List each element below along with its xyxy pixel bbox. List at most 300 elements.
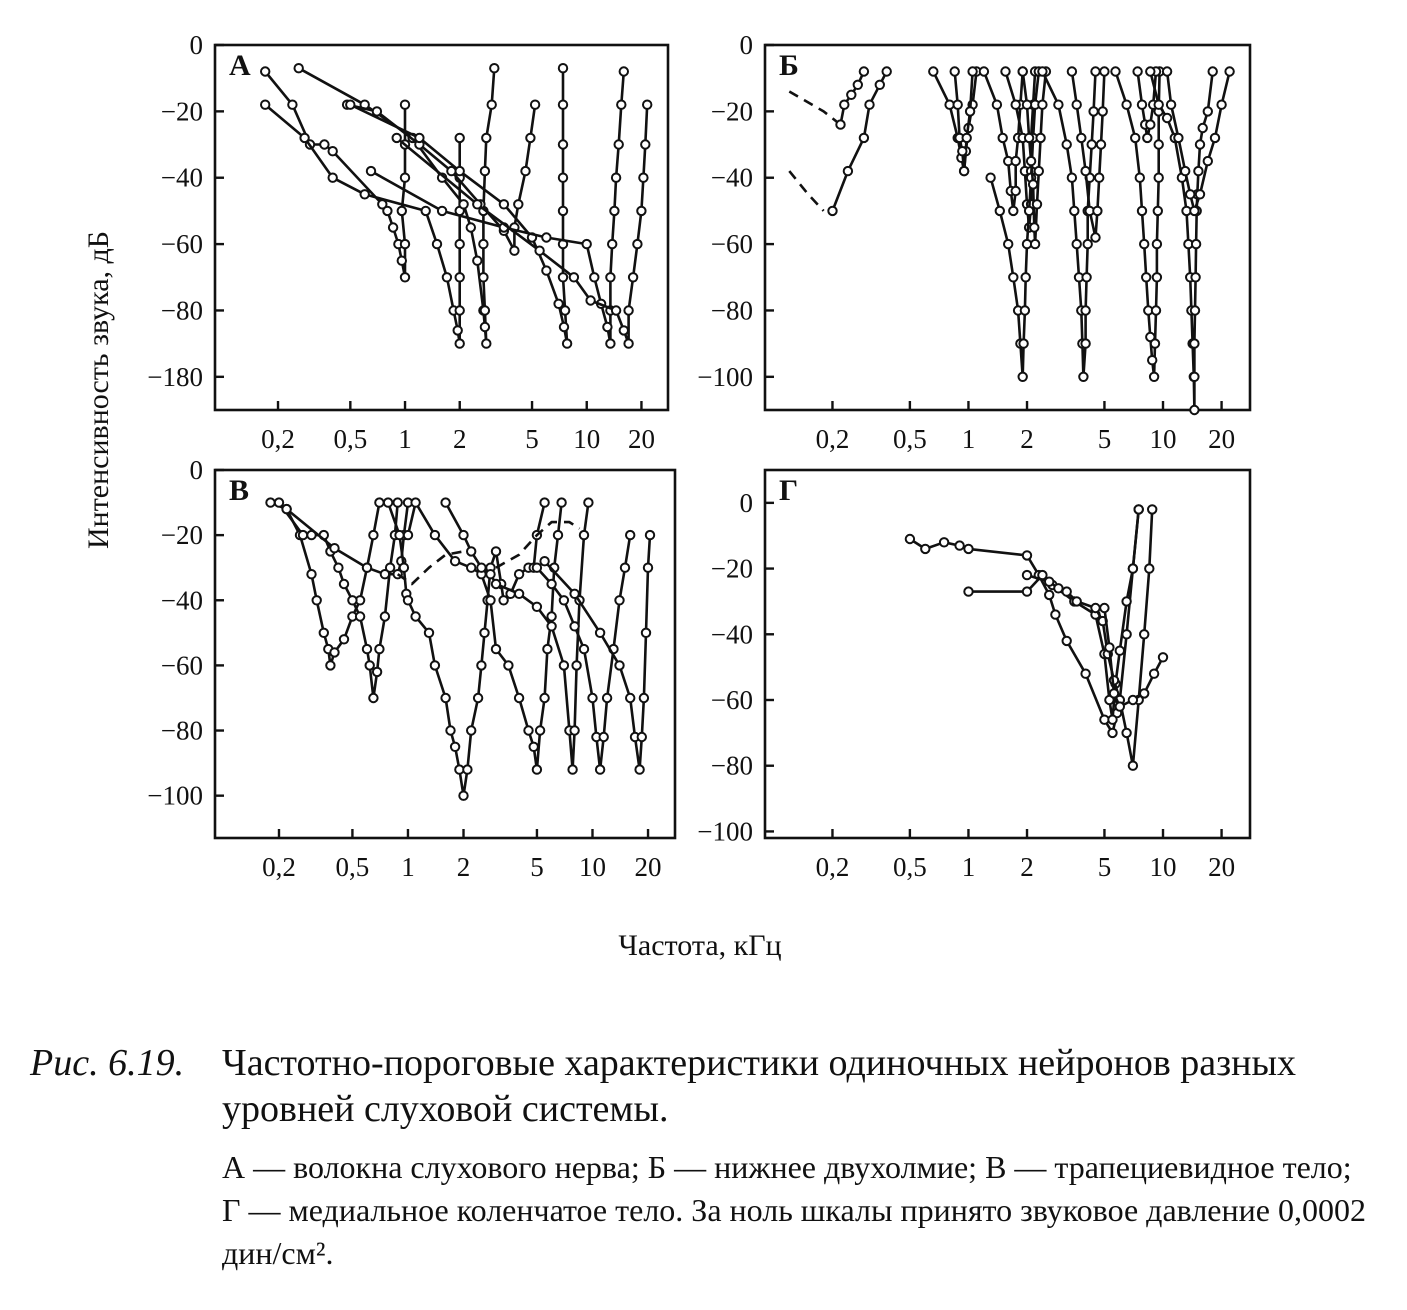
data-point xyxy=(1133,67,1141,75)
data-point xyxy=(559,140,567,148)
data-point xyxy=(326,661,334,669)
x-tick-label: 2 xyxy=(1020,852,1034,882)
x-tick-label: 20 xyxy=(1208,424,1236,454)
data-point xyxy=(1093,207,1101,215)
data-point xyxy=(1019,339,1027,347)
series-line-B9 xyxy=(1042,72,1095,377)
data-point xyxy=(559,273,567,281)
data-point xyxy=(1068,67,1076,75)
data-point xyxy=(1079,373,1087,381)
data-point xyxy=(540,694,548,702)
data-point xyxy=(561,306,569,314)
figure-caption xyxy=(30,1040,1370,1275)
data-point xyxy=(394,498,402,506)
data-point xyxy=(533,564,541,572)
data-point xyxy=(560,661,568,669)
data-point xyxy=(1073,101,1081,109)
data-point xyxy=(1140,240,1148,248)
data-point xyxy=(1054,584,1062,592)
data-point xyxy=(477,661,485,669)
data-point xyxy=(624,339,632,347)
y-tick-label: −40 xyxy=(710,162,753,193)
data-point xyxy=(535,247,543,255)
data-point xyxy=(369,694,377,702)
y-tick-label: 0 xyxy=(739,30,753,60)
data-point xyxy=(1081,670,1089,678)
x-tick-label: 0,2 xyxy=(261,424,295,454)
data-point xyxy=(641,140,649,148)
x-tick-label: 10 xyxy=(1149,424,1177,454)
x-tick-label: 0,5 xyxy=(893,852,927,882)
data-point xyxy=(456,273,464,281)
data-point xyxy=(425,629,433,637)
data-point xyxy=(603,323,611,331)
data-point xyxy=(828,207,836,215)
series-line-B-d2 xyxy=(789,171,823,211)
data-point xyxy=(606,273,614,281)
data-point xyxy=(510,247,518,255)
data-point xyxy=(960,167,968,175)
data-point xyxy=(1051,610,1059,618)
data-point xyxy=(480,629,488,637)
data-point xyxy=(1021,273,1029,281)
data-point xyxy=(1095,174,1103,182)
data-point xyxy=(596,765,604,773)
data-point xyxy=(860,67,868,75)
data-point xyxy=(836,120,844,128)
data-point xyxy=(393,134,401,142)
data-point xyxy=(1150,670,1158,678)
data-point xyxy=(320,140,328,148)
data-point xyxy=(876,81,884,89)
data-point xyxy=(473,257,481,265)
data-point xyxy=(474,694,482,702)
data-point xyxy=(504,661,512,669)
data-point xyxy=(1163,114,1171,122)
data-point xyxy=(1190,339,1198,347)
data-point xyxy=(481,306,489,314)
data-point xyxy=(1152,306,1160,314)
data-point xyxy=(1091,67,1099,75)
data-point xyxy=(1068,174,1076,182)
panel-b xyxy=(697,30,1250,454)
data-point xyxy=(643,101,651,109)
y-tick-label: −100 xyxy=(697,816,753,847)
data-point xyxy=(570,590,578,598)
data-point xyxy=(467,223,475,231)
x-tick-label: 1 xyxy=(401,852,415,882)
data-point xyxy=(1204,107,1212,115)
data-point xyxy=(398,207,406,215)
data-point xyxy=(633,240,641,248)
data-point xyxy=(533,765,541,773)
data-point xyxy=(570,726,578,734)
data-point xyxy=(1081,167,1089,175)
data-point xyxy=(1081,306,1089,314)
data-point xyxy=(313,596,321,604)
data-point xyxy=(1142,273,1150,281)
data-point xyxy=(329,174,337,182)
data-point xyxy=(1154,207,1162,215)
x-tick-label: 5 xyxy=(1097,424,1112,454)
data-point xyxy=(906,535,914,543)
data-point xyxy=(446,726,454,734)
data-point xyxy=(307,570,315,578)
data-point xyxy=(1153,273,1161,281)
data-point xyxy=(1190,373,1198,381)
x-tick-label: 20 xyxy=(627,424,655,454)
data-point xyxy=(964,587,972,595)
data-point xyxy=(1140,689,1148,697)
data-point xyxy=(1204,157,1212,165)
data-point xyxy=(1012,187,1020,195)
data-point xyxy=(1023,551,1031,559)
data-point xyxy=(1033,200,1041,208)
data-point xyxy=(963,134,971,142)
data-point xyxy=(638,733,646,741)
data-point xyxy=(1122,729,1130,737)
data-point xyxy=(395,531,403,539)
data-point xyxy=(1025,134,1033,142)
data-point xyxy=(451,743,459,751)
data-point xyxy=(570,622,578,630)
data-point xyxy=(603,694,611,702)
data-point xyxy=(1136,174,1144,182)
data-point xyxy=(401,273,409,281)
data-point xyxy=(1148,356,1156,364)
data-point xyxy=(492,580,500,588)
x-tick-label: 0,2 xyxy=(815,424,850,454)
data-point xyxy=(1174,134,1182,142)
data-point xyxy=(373,668,381,676)
data-point xyxy=(329,147,337,155)
data-point xyxy=(1001,67,1009,75)
data-point xyxy=(482,134,490,142)
data-point xyxy=(1148,505,1156,513)
data-point xyxy=(1131,134,1139,142)
x-tick-label: 0,2 xyxy=(262,852,296,882)
data-point xyxy=(1196,140,1204,148)
data-point xyxy=(1054,101,1062,109)
data-point xyxy=(1105,643,1113,651)
data-point xyxy=(433,240,441,248)
caption-number: Рис. 6.19. xyxy=(30,1042,185,1084)
data-point xyxy=(590,273,598,281)
data-point xyxy=(547,622,555,630)
data-point xyxy=(1012,101,1020,109)
data-point xyxy=(499,596,507,604)
y-tick-label: −20 xyxy=(710,96,753,127)
data-point xyxy=(1150,373,1158,381)
data-point xyxy=(463,765,471,773)
data-point xyxy=(637,207,645,215)
data-point xyxy=(1025,207,1033,215)
data-point xyxy=(431,531,439,539)
data-point xyxy=(854,81,862,89)
data-point xyxy=(865,101,873,109)
data-point xyxy=(1159,653,1167,661)
data-point xyxy=(1084,240,1092,248)
data-point xyxy=(580,531,588,539)
data-point xyxy=(486,596,494,604)
x-tick-label: 10 xyxy=(578,852,606,882)
series-line-B-d1 xyxy=(789,92,840,125)
data-point xyxy=(526,134,534,142)
series-line-G3 xyxy=(1027,509,1152,765)
data-point xyxy=(1029,180,1037,188)
data-point xyxy=(1019,373,1027,381)
data-point xyxy=(847,91,855,99)
data-point xyxy=(563,339,571,347)
data-point xyxy=(1155,140,1163,148)
data-point xyxy=(860,134,868,142)
data-point xyxy=(467,547,475,555)
y-tick-label: −60 xyxy=(160,650,203,681)
data-point xyxy=(1063,587,1071,595)
data-point xyxy=(1019,67,1027,75)
x-tick-label: 1 xyxy=(398,424,412,454)
data-point xyxy=(381,570,389,578)
data-point xyxy=(363,645,371,653)
data-point xyxy=(606,339,614,347)
data-point xyxy=(1073,240,1081,248)
x-tick-label: 1 xyxy=(961,852,976,882)
data-point xyxy=(1045,578,1053,586)
data-point xyxy=(1023,101,1031,109)
x-tick-label: 10 xyxy=(573,424,601,454)
data-point xyxy=(929,67,937,75)
data-point xyxy=(482,339,490,347)
data-point xyxy=(275,498,283,506)
data-point xyxy=(1211,134,1219,142)
panel-v xyxy=(147,455,675,882)
data-point xyxy=(639,174,647,182)
data-point xyxy=(1146,67,1154,75)
data-point xyxy=(521,167,529,175)
y-tick-label: −40 xyxy=(160,585,203,616)
data-point xyxy=(1190,207,1198,215)
y-tick-label: −60 xyxy=(710,685,753,715)
data-point xyxy=(261,67,269,75)
data-point xyxy=(369,531,377,539)
data-point xyxy=(1146,120,1154,128)
data-point xyxy=(1217,101,1225,109)
data-point xyxy=(375,498,383,506)
y-tick-label: −100 xyxy=(147,780,203,811)
data-point xyxy=(986,174,994,182)
data-point xyxy=(621,564,629,572)
caption-main xyxy=(30,1040,1370,1132)
x-tick-label: 1 xyxy=(961,424,976,454)
data-point xyxy=(401,240,409,248)
data-point xyxy=(1108,716,1116,724)
data-point xyxy=(996,207,1004,215)
y-tick-label: 0 xyxy=(189,30,203,60)
data-point xyxy=(1155,174,1163,182)
data-point xyxy=(968,67,976,75)
data-point xyxy=(1110,689,1118,697)
data-point xyxy=(1122,101,1130,109)
data-point xyxy=(980,67,988,75)
y-tick-label: −180 xyxy=(147,361,203,392)
data-point xyxy=(958,147,966,155)
data-point xyxy=(586,296,594,304)
data-point xyxy=(629,273,637,281)
data-point xyxy=(1021,306,1029,314)
data-point xyxy=(1209,67,1217,75)
data-point xyxy=(533,603,541,611)
data-point xyxy=(1190,406,1198,414)
data-point xyxy=(514,200,522,208)
data-point xyxy=(557,498,565,506)
data-point xyxy=(1129,696,1137,704)
data-point xyxy=(411,612,419,620)
panel-g-label: Г xyxy=(779,474,799,507)
data-point xyxy=(431,661,439,669)
data-point xyxy=(1199,124,1207,132)
data-point xyxy=(1063,140,1071,148)
series-line-V5 xyxy=(388,503,544,796)
data-point xyxy=(1023,587,1031,595)
data-point xyxy=(1191,273,1199,281)
series-line-V1 xyxy=(271,503,380,666)
data-point xyxy=(1077,134,1085,142)
caption-title: Частотно-пороговые характеристики одиночных нейронов разных уровней слуховой системы. xyxy=(222,1042,1297,1130)
data-point xyxy=(624,306,632,314)
data-point xyxy=(1023,571,1031,579)
y-tick-label: −40 xyxy=(160,162,203,193)
data-point xyxy=(334,564,342,572)
data-point xyxy=(620,326,628,334)
data-point xyxy=(400,564,408,572)
data-point xyxy=(612,174,620,182)
data-point xyxy=(479,273,487,281)
data-point xyxy=(401,101,409,109)
data-point xyxy=(615,140,623,148)
y-tick-label: −20 xyxy=(160,96,203,127)
data-point xyxy=(1145,564,1153,572)
data-point xyxy=(348,596,356,604)
panel-v-label: В xyxy=(229,474,250,507)
data-point xyxy=(411,498,419,506)
data-point xyxy=(542,266,550,274)
data-point xyxy=(559,101,567,109)
data-point xyxy=(1122,597,1130,605)
y-tick-label: −100 xyxy=(697,361,753,392)
y-tick-label: −60 xyxy=(710,229,753,260)
data-point xyxy=(340,635,348,643)
data-point xyxy=(456,339,464,347)
x-tick-label: 5 xyxy=(525,424,539,454)
data-point xyxy=(1035,167,1043,175)
data-point xyxy=(404,531,412,539)
data-point xyxy=(1192,240,1200,248)
data-point xyxy=(456,240,464,248)
data-point xyxy=(966,107,974,115)
data-point xyxy=(492,547,500,555)
data-point xyxy=(288,101,296,109)
data-point xyxy=(580,645,588,653)
data-point xyxy=(1129,564,1137,572)
data-point xyxy=(1073,597,1081,605)
data-point xyxy=(367,167,375,175)
data-point xyxy=(524,726,532,734)
data-point xyxy=(320,629,328,637)
data-point xyxy=(626,694,634,702)
data-point xyxy=(486,570,494,578)
data-point xyxy=(840,101,848,109)
data-point xyxy=(1031,240,1039,248)
data-point xyxy=(490,64,498,72)
x-tick-label: 0,2 xyxy=(815,852,850,882)
data-point xyxy=(540,498,548,506)
data-point xyxy=(1151,339,1159,347)
y-tick-label: −60 xyxy=(160,229,203,260)
data-point xyxy=(340,580,348,588)
data-point xyxy=(1100,67,1108,75)
x-tick-label: 5 xyxy=(530,852,544,882)
data-point xyxy=(459,200,467,208)
data-point xyxy=(1063,637,1071,645)
data-point xyxy=(1225,67,1233,75)
data-point xyxy=(261,101,269,109)
data-point xyxy=(559,64,567,72)
y-tick-label: −80 xyxy=(710,750,753,781)
y-tick-label: −80 xyxy=(160,295,203,326)
data-point xyxy=(1116,647,1124,655)
data-point xyxy=(467,564,475,572)
data-point xyxy=(383,207,391,215)
data-point xyxy=(542,233,550,241)
data-point xyxy=(481,167,489,175)
data-point xyxy=(635,765,643,773)
data-point xyxy=(1089,107,1097,115)
data-point xyxy=(1027,157,1035,165)
data-point xyxy=(955,541,963,549)
data-point xyxy=(456,306,464,314)
data-point xyxy=(844,167,852,175)
data-point xyxy=(1036,134,1044,142)
data-point xyxy=(500,200,508,208)
data-point xyxy=(615,596,623,604)
x-tick-label: 20 xyxy=(1208,852,1236,882)
data-point xyxy=(626,531,634,539)
data-point xyxy=(373,107,381,115)
data-point xyxy=(346,101,354,109)
data-point xyxy=(1081,339,1089,347)
data-point xyxy=(964,545,972,553)
data-point xyxy=(883,67,891,75)
data-point xyxy=(1045,591,1053,599)
data-point xyxy=(1038,67,1046,75)
data-point xyxy=(473,200,481,208)
data-point xyxy=(1138,207,1146,215)
panel-b-label: Б xyxy=(779,49,799,82)
data-point xyxy=(1097,140,1105,148)
data-point xyxy=(404,596,412,604)
data-point xyxy=(531,101,539,109)
data-point xyxy=(384,498,392,506)
data-point xyxy=(940,538,948,546)
panel-a xyxy=(147,30,668,454)
data-point xyxy=(422,207,430,215)
data-point xyxy=(299,531,307,539)
panel-g xyxy=(697,470,1250,882)
data-point xyxy=(617,101,625,109)
panel-a-frame xyxy=(215,45,668,410)
data-point xyxy=(366,661,374,669)
data-point xyxy=(1091,233,1099,241)
